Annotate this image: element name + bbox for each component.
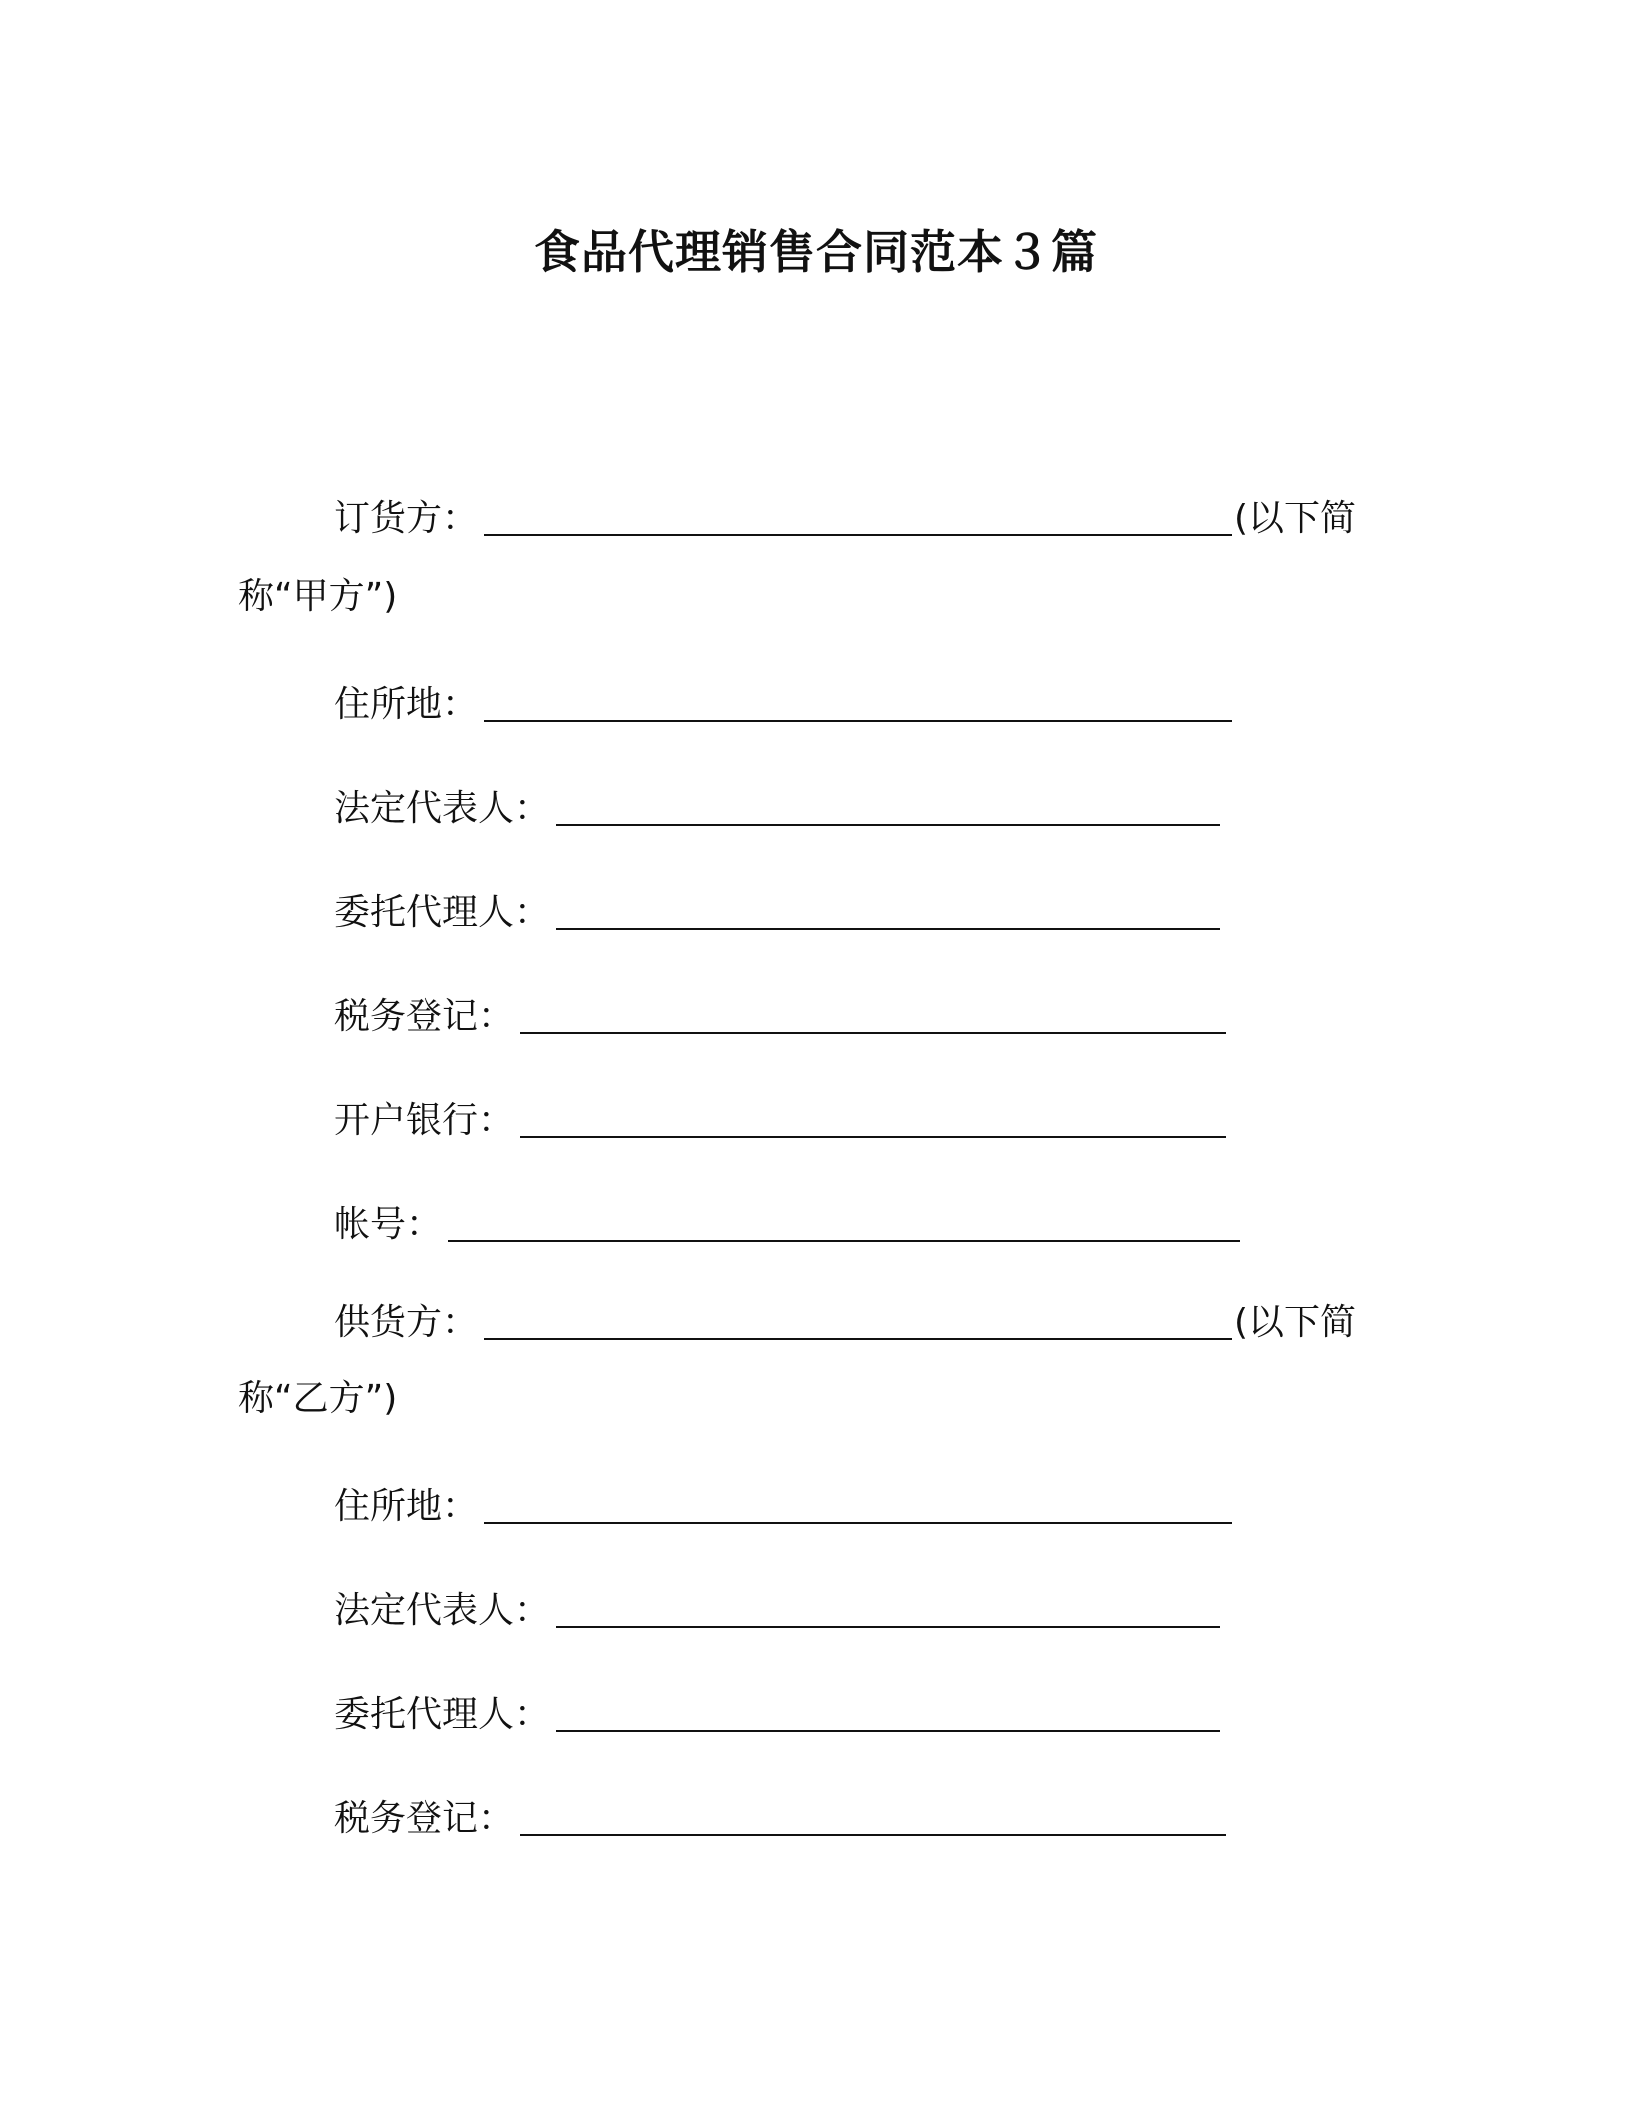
party-b-field-address (334, 1482, 1232, 1532)
party-a-field-agent (334, 888, 1220, 938)
party-a-tail: (以下简 (1234, 498, 1357, 539)
field-label: 税务登记： (334, 996, 515, 1037)
field-label: 住所地： (334, 684, 479, 725)
party-b-field-legal-rep (334, 1586, 1220, 1636)
field-blank (556, 788, 1220, 826)
field-label: 帐号： (334, 1204, 443, 1245)
field-blank (448, 1204, 1240, 1242)
field-label: 法定代表人： (334, 1590, 551, 1631)
field-blank (556, 1590, 1220, 1628)
field-label: 税务登记： (334, 1798, 515, 1839)
party-a-field-address (334, 680, 1232, 730)
party-b-field-tax (334, 1794, 1226, 1844)
party-a-field-account (334, 1200, 1240, 1250)
field-blank (520, 1798, 1226, 1836)
field-blank (556, 1694, 1220, 1732)
party-b-label: 供货方： (334, 1302, 479, 1343)
party-a-line (334, 494, 1356, 544)
party-a-field-bank (334, 1096, 1226, 1146)
field-blank (484, 684, 1232, 722)
party-b-continuation: 称“乙方”) (238, 1378, 398, 1419)
field-blank (484, 1486, 1232, 1524)
field-label: 委托代理人： (334, 892, 551, 933)
field-label: 住所地： (334, 1486, 479, 1527)
field-blank (556, 892, 1220, 930)
field-blank (520, 996, 1226, 1034)
party-a-label: 订货方： (334, 498, 479, 539)
party-b-field-agent (334, 1690, 1220, 1740)
document-title: 食品代理销售合同范本３篇 (534, 225, 1098, 279)
field-blank (520, 1100, 1226, 1138)
party-a-field-tax (334, 992, 1226, 1042)
party-b-tail: (以下简 (1234, 1302, 1357, 1343)
field-label: 委托代理人： (334, 1694, 551, 1735)
party-a-continuation: 称“甲方”) (238, 576, 398, 617)
party-b-blank (484, 1302, 1232, 1340)
party-a-blank (484, 498, 1232, 536)
party-b-line (334, 1298, 1356, 1348)
field-label: 开户银行： (334, 1100, 515, 1141)
field-label: 法定代表人： (334, 788, 551, 829)
party-a-field-legal-rep (334, 784, 1220, 834)
